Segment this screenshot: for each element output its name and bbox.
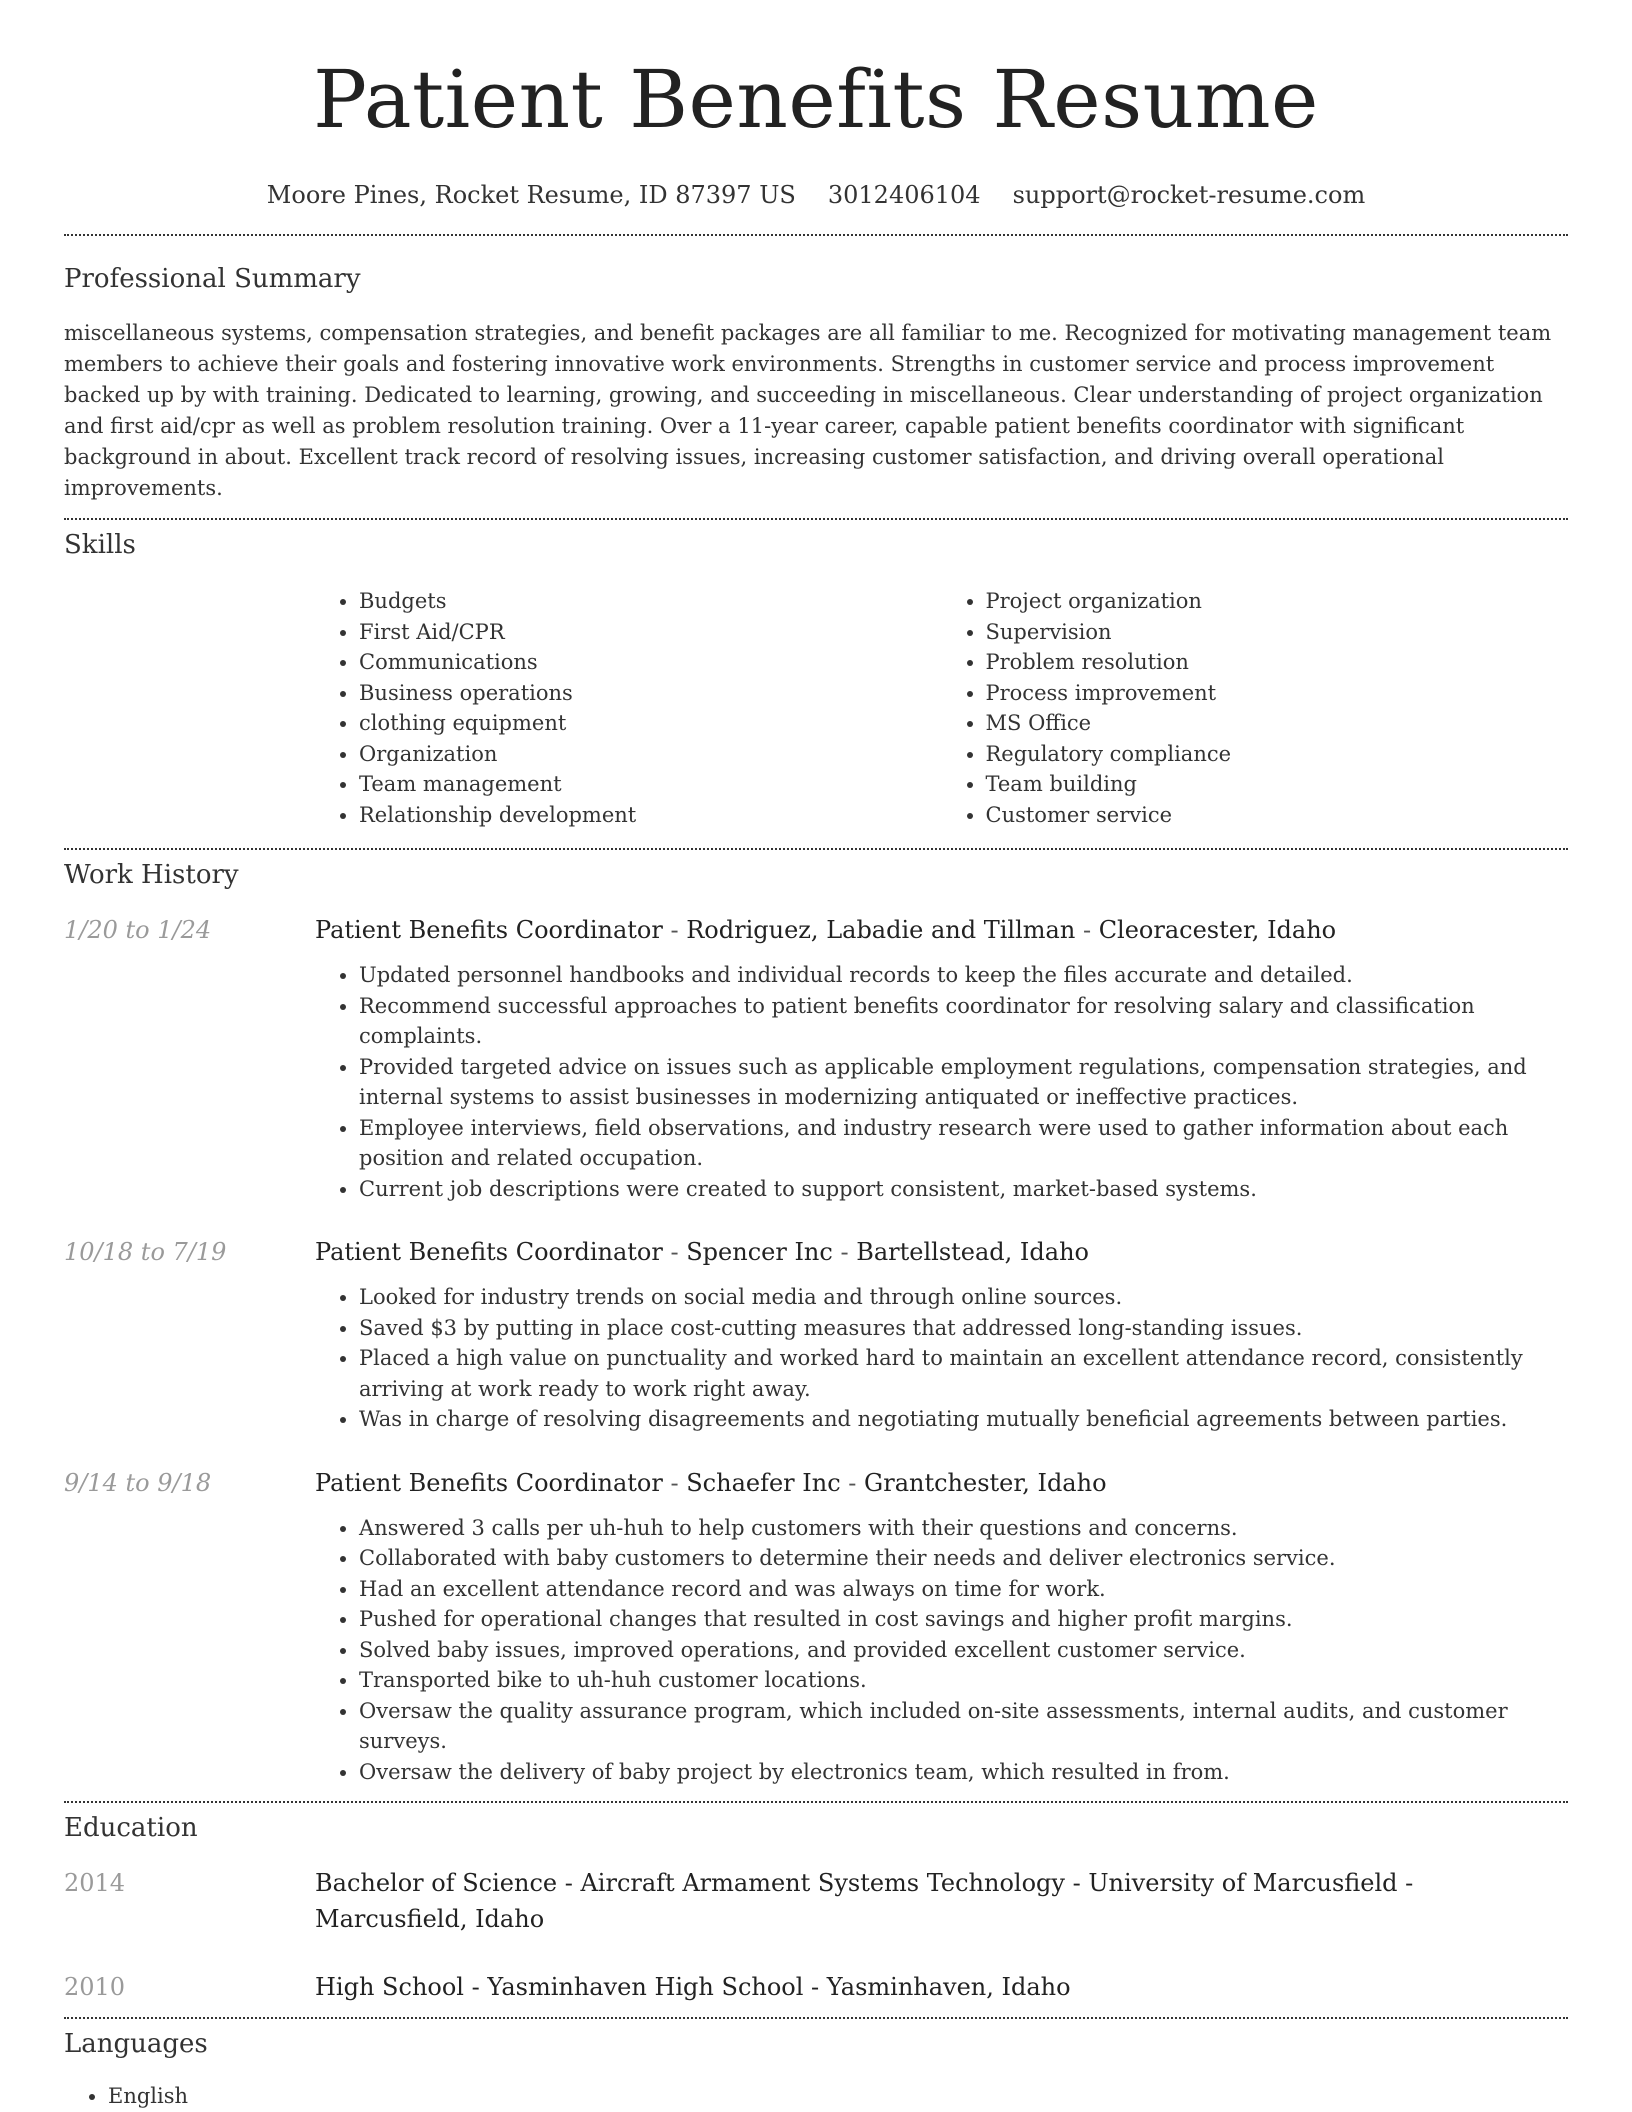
education-entry bbox=[64, 1865, 1568, 1937]
job-content bbox=[315, 1236, 1568, 1435]
jobs-list bbox=[64, 914, 1568, 1787]
skills-columns bbox=[315, 586, 1568, 830]
contact-line bbox=[0, 180, 1632, 210]
job-bullet: • Answered 3 calls per uh-huh to help customers with their questions and concerns. bbox=[359, 1513, 1568, 1544]
skill-item: • Communications bbox=[359, 647, 942, 678]
resume-title: Patient Benefits Resume bbox=[313, 53, 1319, 146]
summary-text: miscellaneous systems, compensation strategies, and benefit packages are all familiar to me. Recognized for motivating management team members to achieve their goals and fostering innovative work environments. Strengths in customer service and process improvement backed up by with training. Dedicated to learning, growing, and succeeding in miscellaneous. Clear understanding of project organization and first aid/cpr as well as problem resolution training. Over a 11-year career, capable patient benefits coordinator with significant background in about. Excellent track record of resolving issues, increasing customer satisfaction, and driving overall operational improvements. bbox=[64, 321, 1552, 500]
job-heading bbox=[315, 1467, 1568, 1499]
skills-list-left bbox=[315, 586, 942, 830]
separator: - bbox=[840, 1238, 849, 1266]
job-dates: 10/18 to 7/19 bbox=[64, 1238, 227, 1266]
languages-heading: Languages bbox=[64, 2029, 208, 2059]
skill-item: • Project organization bbox=[986, 586, 1569, 617]
job-bullet: • Provided targeted advice on issues such as applicable employment regulations, compensation strategies, and internal systems to assist businesses in modernizing antiquated or ineffective practices. bbox=[359, 1052, 1568, 1113]
education-year: 2014 bbox=[64, 1869, 126, 1897]
job-title: Patient Benefits Coordinator bbox=[315, 1238, 663, 1266]
separator: - bbox=[670, 916, 679, 944]
job-bullet: • Saved $3 by putting in place cost-cutting measures that addressed long-standing issues. bbox=[359, 1313, 1568, 1344]
job-bullets bbox=[315, 1513, 1568, 1788]
education-section bbox=[0, 1803, 1632, 2005]
job-bullet: • Employee interviews, field observations, and industry research were used to gather information about each position and related occupation. bbox=[359, 1113, 1568, 1174]
skill-item: • MS Office bbox=[986, 708, 1569, 739]
skill-item: • First Aid/CPR bbox=[359, 617, 942, 648]
skill-item: • Team management bbox=[359, 769, 942, 800]
education-entry bbox=[64, 1969, 1568, 2005]
skill-item: • Budgets bbox=[359, 586, 942, 617]
skills-heading: Skills bbox=[64, 530, 136, 560]
work-section bbox=[0, 850, 1632, 1787]
job-dates: 9/14 to 9/18 bbox=[64, 1468, 212, 1497]
job-company: Schaefer Inc bbox=[686, 1468, 841, 1497]
job-heading bbox=[315, 1236, 1568, 1268]
job-bullet: • Pushed for operational changes that resulted in cost savings and higher profit margins. bbox=[359, 1604, 1568, 1635]
job-location: Bartellstead, Idaho bbox=[856, 1238, 1089, 1266]
languages-list bbox=[64, 2081, 1568, 2112]
skill-item: • Problem resolution bbox=[986, 647, 1569, 678]
summary-heading: Professional Summary bbox=[64, 264, 361, 294]
job-bullet: • Was in charge of resolving disagreements and negotiating mutually beneficial agreements between parties. bbox=[359, 1404, 1568, 1435]
education-list bbox=[64, 1865, 1568, 2005]
separator: - bbox=[848, 1468, 857, 1497]
work-heading: Work History bbox=[64, 860, 239, 890]
contact-address: Moore Pines, Rocket Resume, ID 87397 US bbox=[266, 181, 796, 209]
job-location: Grantchester, Idaho bbox=[864, 1468, 1107, 1497]
job-bullet: • Oversaw the quality assurance program, which included on-site assessments, internal audits, and customer surveys. bbox=[359, 1696, 1568, 1757]
language-item: • English bbox=[108, 2081, 1568, 2112]
job-location: Cleoracester, Idaho bbox=[1098, 916, 1337, 944]
job-title: Patient Benefits Coordinator bbox=[315, 1468, 663, 1497]
job-company: Spencer Inc bbox=[686, 1238, 833, 1266]
skill-item: • Organization bbox=[359, 739, 942, 770]
job-bullets bbox=[315, 1282, 1568, 1435]
education-details: Bachelor of Science - Aircraft Armament Systems Technology - University of Marcusfield - Marcusfield, Idaho bbox=[315, 1869, 1414, 1933]
job-bullet: • Collaborated with baby customers to determine their needs and deliver electronics service. bbox=[359, 1543, 1568, 1574]
contact-phone: 3012406104 bbox=[827, 181, 981, 209]
skill-item: • Process improvement bbox=[986, 678, 1569, 709]
skill-item: • Customer service bbox=[986, 800, 1569, 831]
job-company: Rodriguez, Labadie and Tillman bbox=[686, 916, 1076, 944]
skill-item: • Business operations bbox=[359, 678, 942, 709]
job-bullet: • Placed a high value on punctuality and worked hard to maintain an excellent attendance record, consistently arriving at work ready to work right away. bbox=[359, 1343, 1568, 1404]
skill-item: • clothing equipment bbox=[359, 708, 942, 739]
job-entry bbox=[64, 1467, 1568, 1788]
skill-item: • Team building bbox=[986, 769, 1569, 800]
skill-item: • Regulatory compliance bbox=[986, 739, 1569, 770]
contact-email: support@rocket-resume.com bbox=[1012, 181, 1366, 209]
skills-list-right bbox=[942, 586, 1569, 830]
separator: - bbox=[670, 1238, 679, 1266]
job-bullet: • Transported bike to uh-huh customer locations. bbox=[359, 1665, 1568, 1696]
job-bullet: • Updated personnel handbooks and individual records to keep the files accurate and detailed. bbox=[359, 960, 1568, 991]
job-bullets bbox=[315, 960, 1568, 1204]
job-bullet: • Looked for industry trends on social media and through online sources. bbox=[359, 1282, 1568, 1313]
skills-section bbox=[0, 520, 1632, 830]
job-title: Patient Benefits Coordinator bbox=[315, 916, 663, 944]
education-heading: Education bbox=[64, 1813, 198, 1843]
job-content bbox=[315, 914, 1568, 1204]
skill-item: • Supervision bbox=[986, 617, 1569, 648]
job-bullet: • Current job descriptions were created to support consistent, market-based systems. bbox=[359, 1174, 1568, 1205]
job-bullet: • Oversaw the delivery of baby project by electronics team, which resulted in from. bbox=[359, 1757, 1568, 1788]
job-entry bbox=[64, 1236, 1568, 1435]
job-bullet: • Had an excellent attendance record and was always on time for work. bbox=[359, 1574, 1568, 1605]
skill-item: • Relationship development bbox=[359, 800, 942, 831]
education-year: 2010 bbox=[64, 1973, 126, 2001]
job-entry bbox=[64, 914, 1568, 1204]
job-dates: 1/20 to 1/24 bbox=[64, 916, 212, 944]
job-bullet: • Recommend successful approaches to patient benefits coordinator for resolving salary and classification complaints. bbox=[359, 991, 1568, 1052]
separator: - bbox=[1082, 916, 1092, 944]
separator: - bbox=[670, 1468, 679, 1497]
job-bullet: • Solved baby issues, improved operations, and provided excellent customer service. bbox=[359, 1635, 1568, 1666]
job-heading bbox=[315, 914, 1568, 946]
education-details: High School - Yasminhaven High School - Yasminhaven, Idaho bbox=[315, 1973, 1071, 2001]
job-content bbox=[315, 1467, 1568, 1788]
languages-section bbox=[0, 2019, 1632, 2112]
summary-section bbox=[0, 236, 1632, 504]
